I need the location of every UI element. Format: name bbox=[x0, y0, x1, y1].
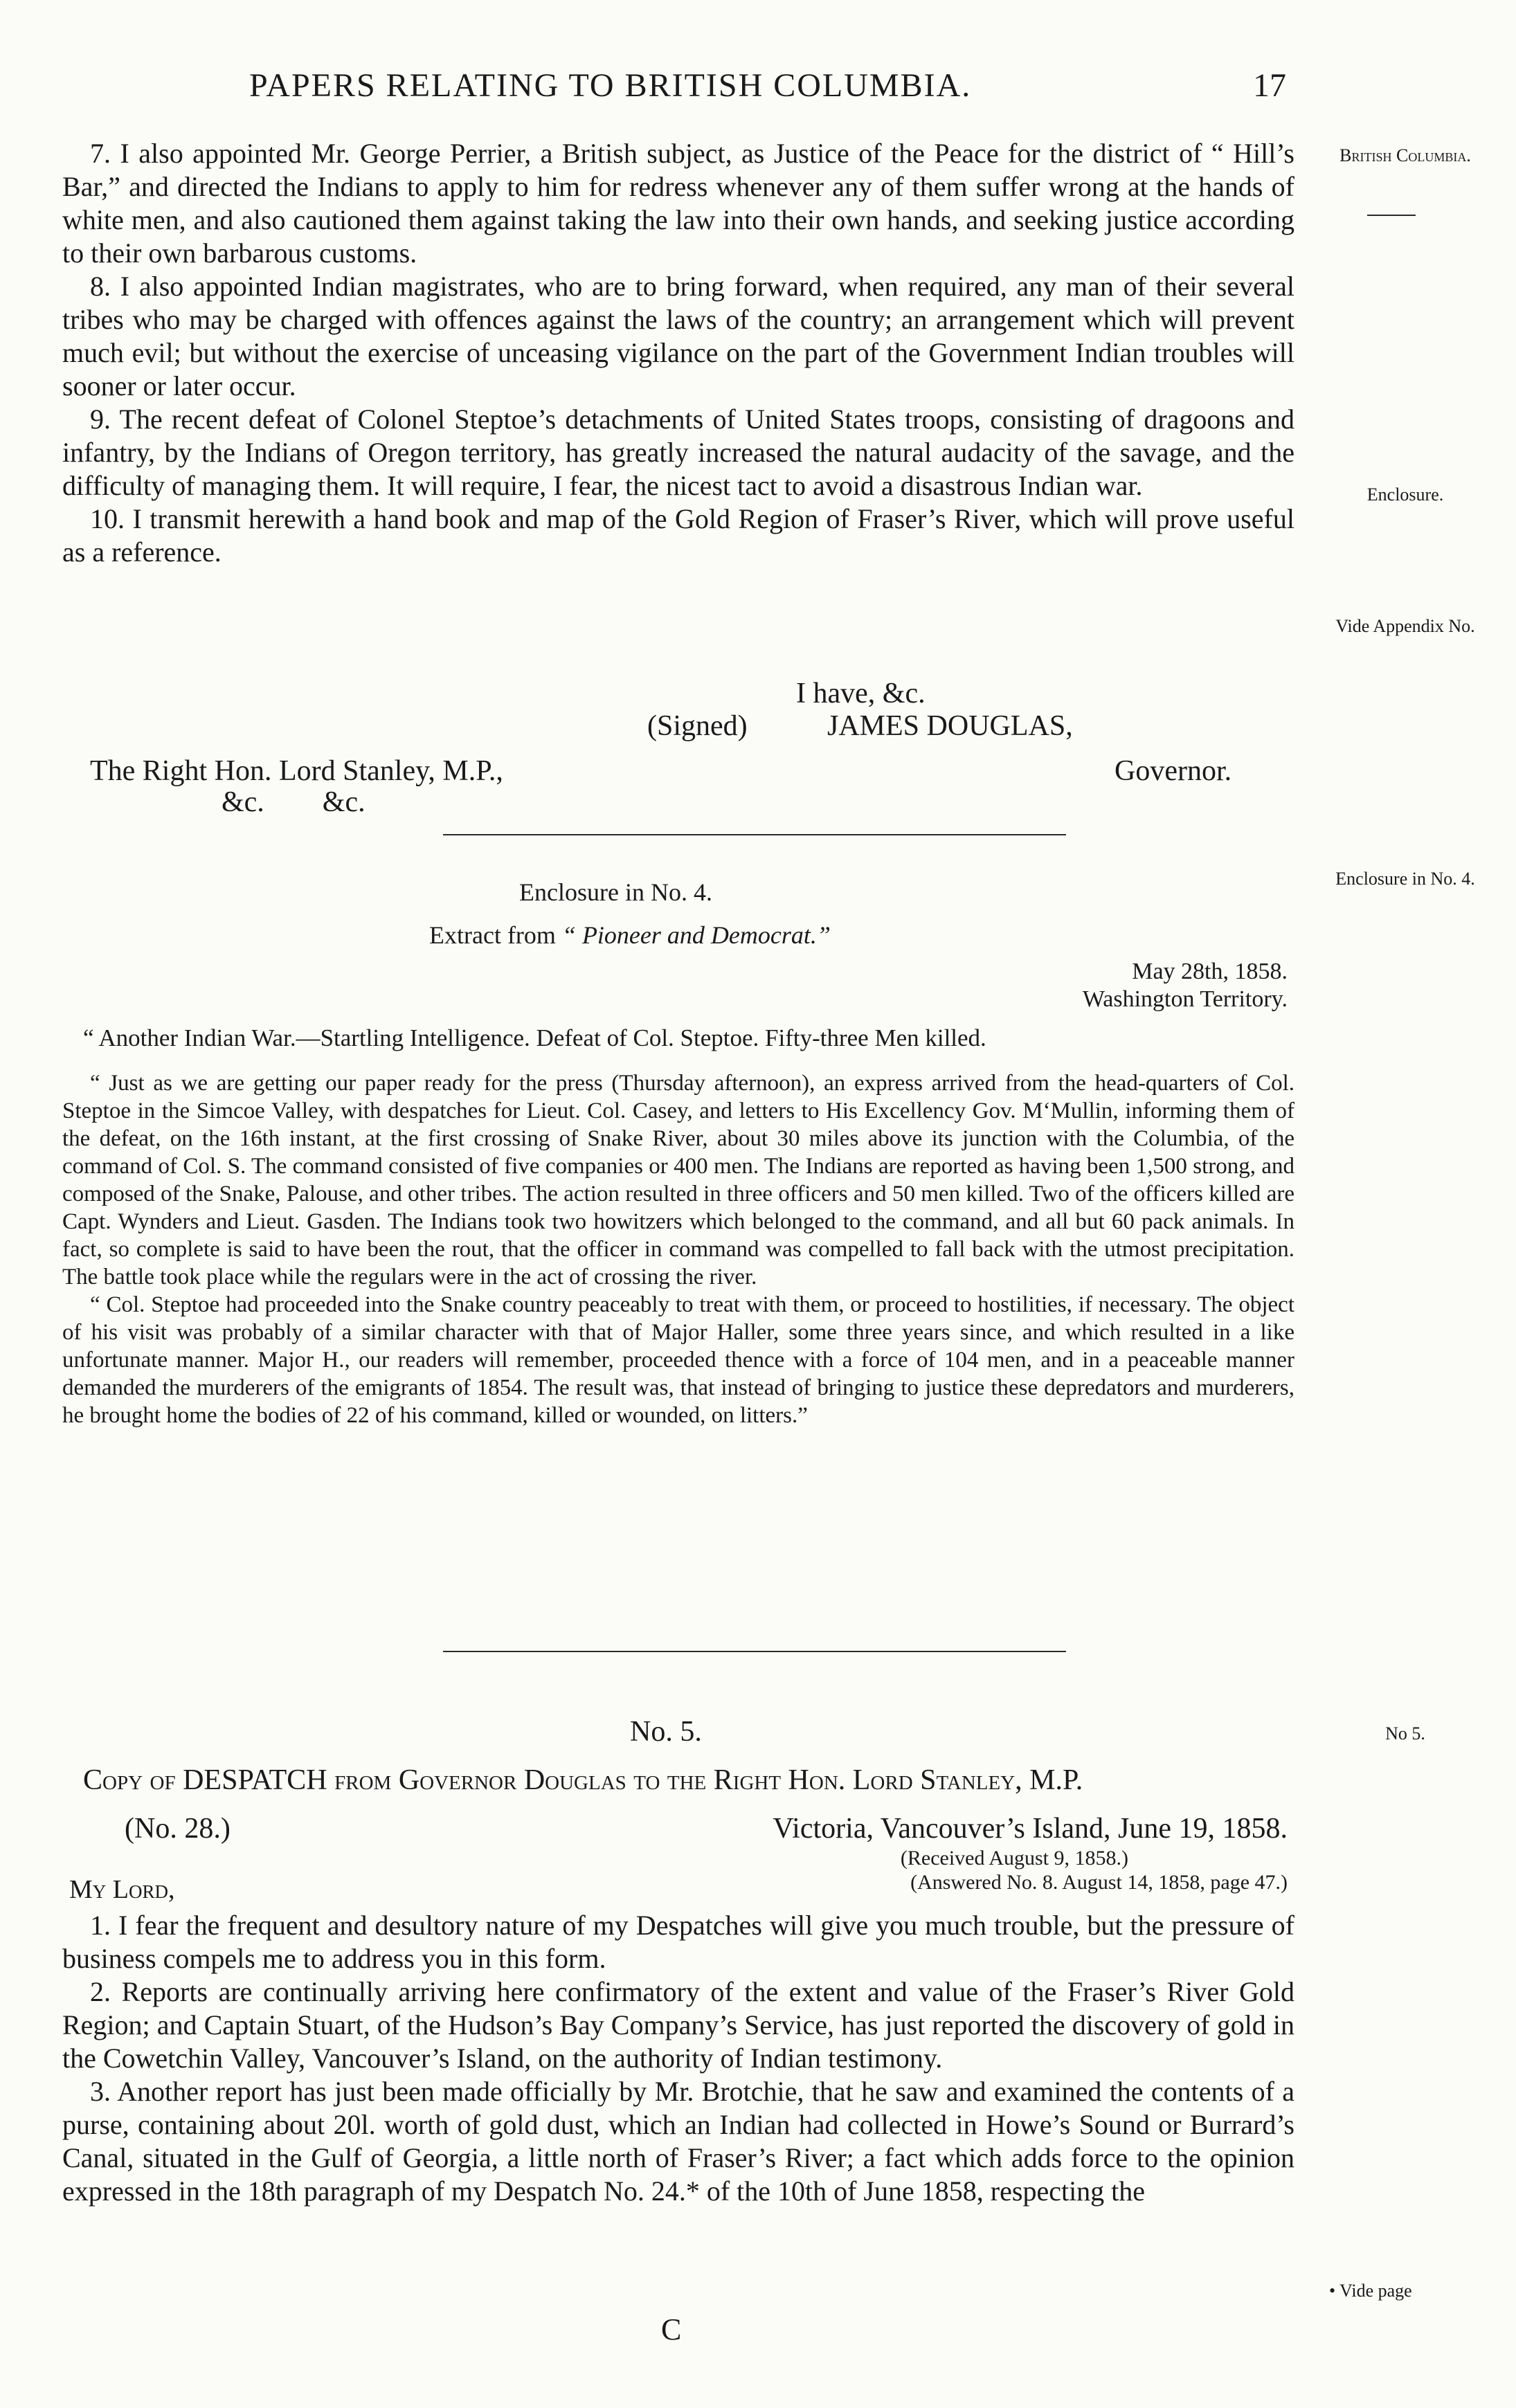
enclosure-para-1: “ Just as we are getting our paper ready for the press (Thursday afternoon), an express arrived from the head-quarters of Col. Steptoe in the Simcoe Valley, with despatches for Lieut. Col. Casey, and letters to His Excellency Gov. M‘Mullin, informing them of the defeat, on the 16th instant, at the first crossing of Snake River, about 30 miles above its junction with the Columbia, of the command of Col. S. The command consisted of five companies or 400 men. The Indians are reported as having been 1,500 strong, and composed of the Snake, Palouse, and other tribes. The action resulted in three officers and 50 men killed. Two of the officers killed are Capt. Wynders and Lieut. Gasden. The Indians took two howitzers which belonged to the command, and all but 60 pack animals. In fact, so complete is said to have been the rout, that the officer in command was compelled to fall back with the utmost precipitation. The battle took place while the regulars were in the act of crossing the river. bbox=[62, 1071, 1294, 1289]
margin-note-enclosure: Enclosure. bbox=[1366, 485, 1444, 505]
despatch5-para-3: 3. Another report has just been made officially by Mr. Brotchie, that he saw and examined the contents of a purse, containing about 20l. worth of gold dust, which an Indian had collected in Howe’s Sound or Burrard’s Canal, situated in the Gulf of Georgia, a little north of Fraser’s River; a fact which adds force to the opinion expressed in the 18th paragraph of my Despatch No. 24.* of the 10th of June 1858, respecting the bbox=[62, 2076, 1294, 2207]
despatch5-salutation: My Lord, bbox=[69, 1875, 175, 1904]
despatch5-para-1: 1. I fear the frequent and desultory nature of my Despatches will give you much trouble, but the pressure of business compels me to address you in this form. bbox=[62, 1910, 1294, 1974]
extract-line bbox=[429, 921, 831, 950]
despatch5-number: No. 5. bbox=[630, 1716, 702, 1748]
enclosure-para-2: “ Col. Steptoe had proceeded into the Snake country peaceably to treat with them, or proceed to hostilities, if necessary. The object of his visit was probably of a similar character with that of Major Haller, some three years since, and which resulted in a like unfortunate manner. Major H., our readers will remember, proceeded thence with a force of 104 men, and in a peaceable manner demanded the murderers of the emigrants of 1854. The result was, that instead of bringing to justice these depredators and murderers, he brought home the bodies of 22 of his command, killed or wounded, on litters.” bbox=[62, 1292, 1294, 1428]
margin-note-vide-page bbox=[1329, 2281, 1509, 2301]
despatch5-ref: (No. 28.) bbox=[125, 1813, 231, 1845]
section-rule-1 bbox=[443, 834, 1066, 835]
margin-rule bbox=[1367, 215, 1416, 216]
enclosure-body bbox=[62, 1069, 1294, 1429]
despatch4-para-10: 10. I transmit herewith a hand book and map of the Gold Region of Fraser’s River, which will prove useful as a reference. bbox=[62, 503, 1294, 568]
closing: I have, &c. bbox=[796, 678, 926, 709]
extract-prefix: Extract from bbox=[429, 921, 556, 949]
despatch4-body bbox=[62, 137, 1294, 569]
margin-note-vide-appendix: Vide Appendix No. bbox=[1335, 616, 1475, 636]
margin-note-enclosure-in-no4: Enclosure in No. 4. bbox=[1335, 869, 1475, 889]
signed-label: (Signed) bbox=[647, 710, 748, 742]
enclosure-place: Washington Territory. bbox=[1082, 986, 1288, 1012]
enclosure-headline: “ Another Indian War.—Startling Intelligence. Defeat of Col. Steptoe. Fifty-three Men killed. bbox=[83, 1024, 986, 1051]
despatch5-title: Copy of DESPATCH from Governor Douglas to the Right Hon. Lord Stanley, M.P. bbox=[83, 1764, 1083, 1796]
extract-source: “ Pioneer and Democrat.” bbox=[561, 921, 831, 949]
despatch4-para-7: 7. I also appointed Mr. George Perrier, a British subject, as Justice of the Peace for the district of “ Hill’s Bar,” and directed the Indians to apply to him for redress whenever any of them suffer wrong at the hands of white men, and also cautioned them against taking the law into their own hands, and seeking justice according to their own barbarous customs. bbox=[62, 138, 1294, 269]
section-rule-2 bbox=[443, 1651, 1066, 1652]
vide-page-label: Vide page bbox=[1339, 2281, 1412, 2301]
signature-mark: C bbox=[661, 2312, 682, 2346]
addressee: The Right Hon. Lord Stanley, M.P., bbox=[90, 755, 503, 787]
enclosure-date: May 28th, 1858. bbox=[1132, 959, 1288, 984]
despatch5-para-2: 2. Reports are continually arriving here confirmatory of the extent and value of the Fraser’s River Gold Region; and Captain Stuart, of the Hudson’s Bay Company’s Service, has just reported the discovery of gold in the Cowetchin Valley, Vancouver’s Island, on the authority of Indian testimony. bbox=[62, 1976, 1294, 2074]
despatch5-received: (Received August 9, 1858.) bbox=[900, 1847, 1128, 1870]
running-header: PAPERS RELATING TO BRITISH COLUMBIA. bbox=[249, 67, 972, 104]
despatch4-para-9: 9. The recent defeat of Colonel Steptoe’s detachments of United States troops, consisting of dragoons and infantry, by the Indians of Oregon territory, has greatly increased the natural audacity of the savage, and the difficulty of managing them. It will require, I fear, the nicest tact to avoid a disastrous Indian war. bbox=[62, 404, 1294, 501]
despatch4-para-8: 8. I also appointed Indian magistrates, who are to bring forward, when required, any man of their several tribes who may be charged with offences against the laws of the country; an arrangement which will prevent much evil; but without the exercise of unceasing vigilance on the part of the Government Indian troubles will sooner or later occur. bbox=[62, 271, 1294, 401]
signer-name: JAMES DOUGLAS, bbox=[827, 710, 1073, 742]
despatch5-place-date: Victoria, Vancouver’s Island, June 19, 1858. bbox=[773, 1813, 1288, 1845]
despatch5-body bbox=[62, 1909, 1294, 2208]
margin-note-no5: No 5. bbox=[1385, 1723, 1425, 1744]
enclosure-heading: Enclosure in No. 4. bbox=[519, 878, 712, 906]
page-number: 17 bbox=[1253, 67, 1286, 104]
margin-note-british-columbia: British Columbia. bbox=[1339, 145, 1471, 165]
signer-title: Governor. bbox=[1115, 755, 1232, 787]
bullet-icon: • bbox=[1329, 2281, 1336, 2301]
despatch5-answered: (Answered No. 8. August 14, 1858, page 47.) bbox=[910, 1871, 1288, 1894]
addressee-etc: &c. &c. bbox=[222, 786, 366, 818]
